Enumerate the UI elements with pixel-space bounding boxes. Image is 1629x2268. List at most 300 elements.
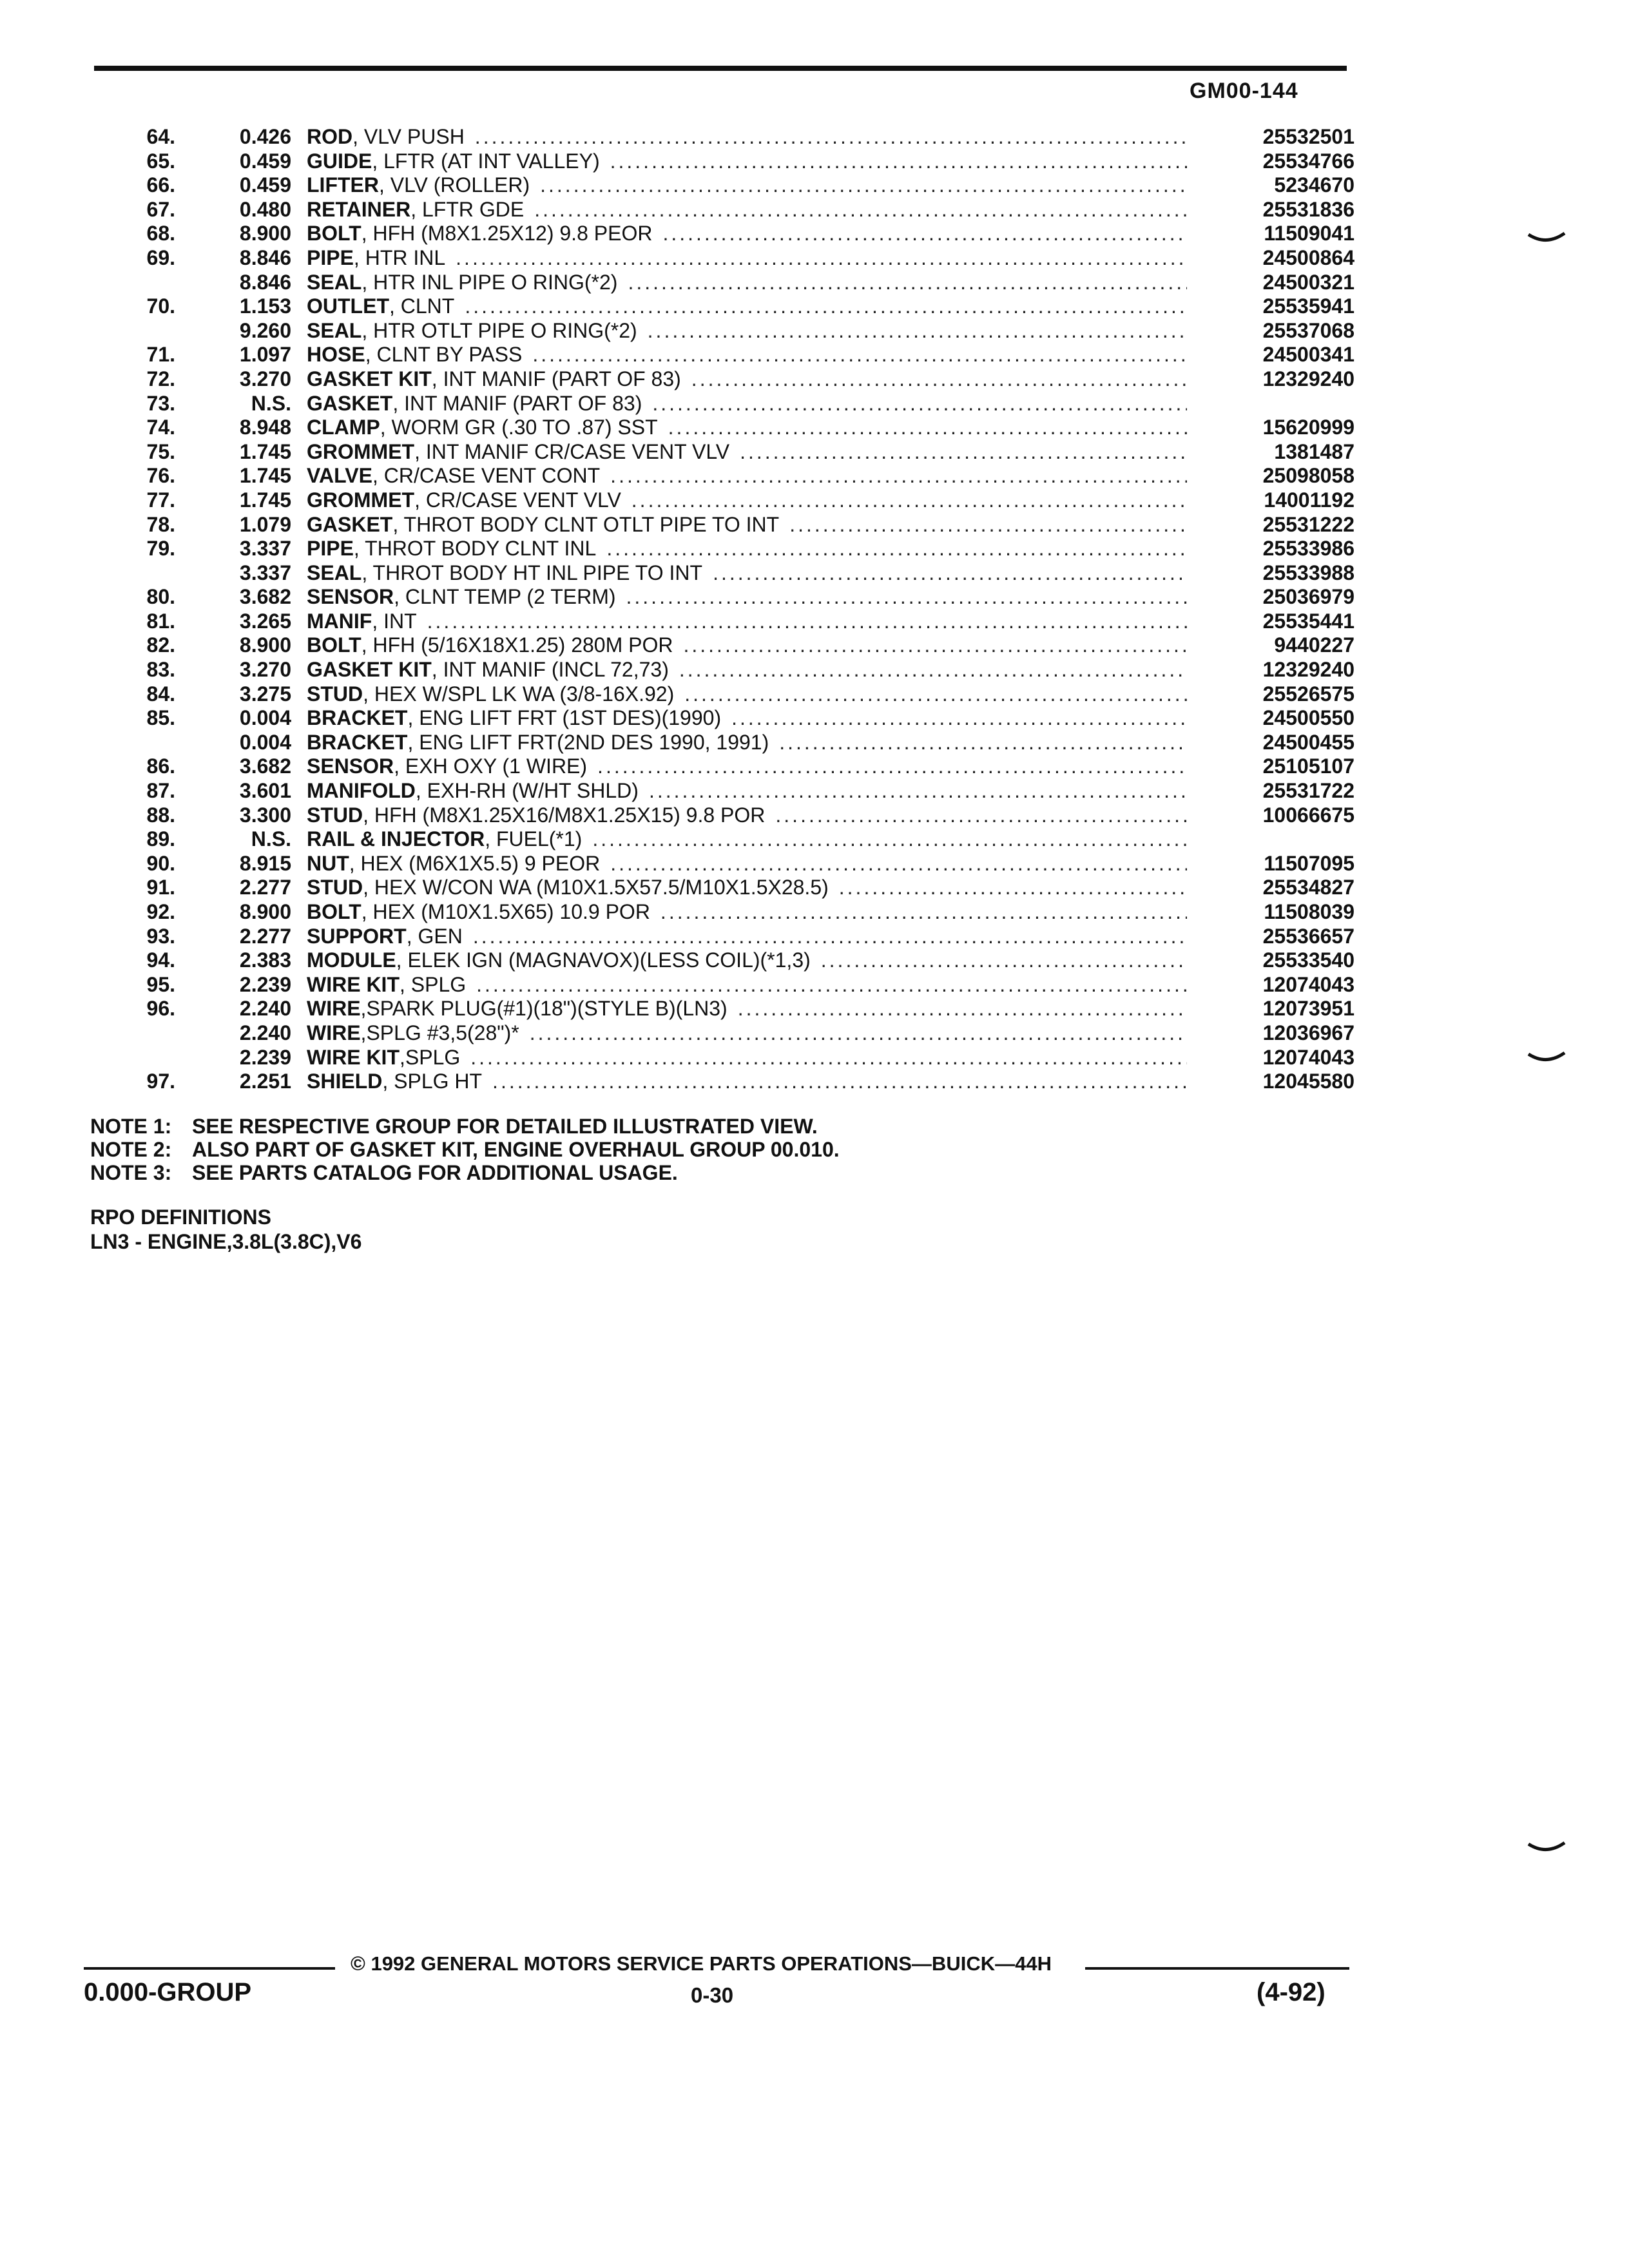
part-group-code: 0.004 [239,706,291,730]
dot-leader [475,125,1187,149]
part-ref-number: 84. [146,682,175,706]
part-name: HOSE [307,343,365,367]
dot-leader [473,925,1187,948]
part-ref-number: 76. [146,464,175,488]
dot-leader [465,294,1187,318]
part-row [90,1046,1354,1070]
part-group-code: 0.459 [239,149,291,173]
dot-leader [610,852,1187,876]
part-number: 25531836 [1262,197,1354,221]
part-ref-number: 64. [146,125,175,148]
part-qualifier: , CR/CASE VENT VLV [414,488,621,512]
part-name: GROMMET [307,439,415,463]
margin-tick-mark [1527,1052,1566,1067]
part-ref-number: 69. [146,245,175,269]
part-row [90,658,1354,682]
part-number: 25531222 [1262,512,1354,536]
part-description [307,1070,1187,1093]
part-number: 14001192 [1264,488,1354,512]
dot-leader [610,149,1187,173]
dot-leader [456,246,1187,270]
part-name: STUD [307,876,363,899]
dot-leader [427,610,1187,633]
part-description [307,1046,1187,1070]
part-qualifier: , HEX (M6X1X5.5) 9 PEOR [349,851,601,875]
part-ref-number: 82. [146,633,175,657]
part-qualifier: , INT MANIF (INCL 72,73) [431,658,669,682]
dot-leader [532,343,1187,367]
part-description [307,125,1187,149]
part-description [307,319,1187,343]
dot-leader [738,997,1187,1021]
notes-section [90,1115,840,1184]
part-group-code: 2.277 [239,876,291,899]
part-number: 25526575 [1262,682,1354,706]
part-row [90,222,1354,246]
part-qualifier: , SPLG [399,972,467,996]
part-group-code: 2.383 [239,948,291,972]
part-qualifier: , THROT BODY CLNT INL [353,537,597,561]
part-number: 24500455 [1262,730,1354,754]
part-name: SUPPORT [307,924,407,948]
part-qualifier: , CLNT BY PASS [365,343,523,367]
part-qualifier: , THROT BODY HT INL PIPE TO INT [361,561,703,584]
rpo-definition: LN3 - ENGINE,3.8L(3.8C),V6 [90,1230,362,1253]
part-row [90,246,1354,271]
part-qualifier: ,SPLG #3,5(28")* [360,1021,519,1044]
part-number: 24500341 [1262,343,1354,367]
dot-leader [779,731,1187,754]
dot-leader [540,173,1187,197]
part-row [90,682,1354,707]
part-name: RETAINER [307,197,411,221]
part-name: PIPE [307,245,354,269]
part-group-code: 3.337 [239,537,291,561]
note-text: SEE RESPECTIVE GROUP FOR DETAILED ILLUSTRATED VIEW. [192,1115,818,1138]
part-name: SENSOR [307,754,394,778]
part-number: 5234670 [1274,173,1354,197]
part-description [307,488,1187,512]
part-row [90,392,1354,416]
parts-list [90,125,1354,1094]
part-qualifier: , HFH (5/16X18X1.25) 280M POR [361,633,673,657]
part-qualifier: , INT [372,609,417,633]
part-ref-number: 91. [146,876,175,899]
part-row [90,271,1354,295]
part-name: WIRE KIT [307,1045,400,1069]
part-ref-number: 67. [146,197,175,221]
part-row [90,149,1354,174]
part-group-code: 8.948 [239,416,291,439]
dot-leader [628,271,1187,294]
part-name: SHIELD [307,1070,383,1093]
part-ref-number: 68. [146,222,175,245]
part-qualifier: , HTR INL PIPE O RING(*2) [361,270,618,294]
part-number: 25536657 [1262,924,1354,948]
part-number: 25535441 [1262,609,1354,633]
part-name: MANIF [307,609,372,633]
part-number: 12045580 [1262,1070,1354,1093]
footer-page-number: 0-30 [691,1983,734,2007]
dot-leader [684,682,1187,706]
part-group-code: 1.153 [239,294,291,318]
part-name: BOLT [307,222,361,245]
part-ref-number: 79. [146,537,175,561]
part-qualifier: , LFTR (AT INT VALLEY) [372,149,600,173]
footer-group: 0.000-GROUP [84,1978,252,2006]
part-description [307,706,1187,730]
dot-leader [821,948,1187,972]
dot-leader [731,706,1187,730]
part-description [307,392,1187,416]
part-number: 25534827 [1262,876,1354,899]
part-qualifier: , ELEK IGN (MAGNAVOX)(LESS COIL)(*1,3) [396,948,811,972]
part-row [90,125,1354,149]
part-group-code: 8.846 [239,270,291,294]
part-number: 9440227 [1274,633,1354,657]
part-row [90,827,1354,852]
part-ref-number: 93. [146,924,175,948]
part-number: 25531722 [1262,779,1354,803]
part-qualifier: , HFH (M8X1.25X16/M8X1.25X15) 9.8 POR [363,803,766,827]
dot-leader [592,827,1187,851]
part-qualifier: , EXH OXY (1 WIRE) [394,754,588,778]
note-row [90,1115,840,1138]
part-description [307,925,1187,948]
part-group-code: 3.682 [239,754,291,778]
part-qualifier: , INT MANIF CR/CASE VENT VLV [414,439,730,463]
margin-tick-mark [1527,1841,1566,1857]
part-qualifier: ,SPARK PLUG(#1)(18")(STYLE B)(LN3) [360,997,728,1021]
part-number: 11507095 [1264,851,1354,875]
part-group-code: 8.846 [239,245,291,269]
part-description [307,367,1187,391]
part-description [307,827,1187,851]
dot-leader [775,803,1187,827]
part-name: LIFTER [307,173,379,197]
dot-leader [610,464,1187,488]
part-ref-number: 90. [146,851,175,875]
dot-leader [648,319,1187,343]
part-row [90,876,1354,900]
part-group-code: 1.745 [239,439,291,463]
dot-leader [626,585,1188,609]
part-row [90,754,1354,779]
part-name: RAIL & INJECTOR [307,827,485,851]
margin-tick-mark [1527,232,1566,247]
part-group-code: 2.240 [239,997,291,1021]
part-row [90,537,1354,561]
part-row [90,173,1354,198]
part-number: 24500550 [1262,706,1354,730]
part-name: CLAMP [307,416,380,439]
part-qualifier: , LFTR GDE [410,197,525,221]
part-group-code: 3.270 [239,658,291,682]
part-description [307,1021,1187,1045]
part-number: 25533986 [1262,537,1354,561]
part-number: 12329240 [1262,658,1354,682]
part-name: NUT [307,851,349,875]
part-qualifier: , HFH (M8X1.25X12) 9.8 PEOR [361,222,653,245]
part-row [90,440,1354,465]
part-description [307,173,1187,197]
dot-leader [597,754,1187,778]
part-ref-number: 88. [146,803,175,827]
dot-leader [606,537,1187,561]
note-label: NOTE 3: [90,1161,172,1184]
part-description [307,149,1187,173]
dot-leader [649,779,1187,803]
rpo-definitions [90,1205,361,1254]
part-qualifier: , VLV (ROLLER) [378,173,530,197]
part-group-code: 1.097 [239,343,291,367]
part-row [90,610,1354,634]
note-label: NOTE 1: [90,1115,172,1138]
part-group-code: 3.601 [239,779,291,803]
part-description [307,731,1187,754]
part-name: BRACKET [307,730,408,754]
part-name: VALVE [307,464,372,488]
dot-leader [492,1070,1187,1093]
part-description [307,416,1187,439]
part-name: GUIDE [307,149,372,173]
part-row [90,464,1354,488]
part-ref-number: 71. [146,343,175,367]
part-description [307,198,1187,222]
part-number: 12074043 [1262,972,1354,996]
part-description [307,561,1187,585]
part-row [90,925,1354,949]
dot-leader [679,658,1187,682]
part-ref-number: 83. [146,658,175,682]
part-name: PIPE [307,537,354,561]
part-qualifier: , CLNT TEMP (2 TERM) [394,585,616,609]
dot-leader [662,222,1187,245]
part-description [307,585,1187,609]
part-number: 12074043 [1262,1045,1354,1069]
part-qualifier: , HEX (M10X1.5X65) 10.9 POR [361,900,650,923]
dot-leader [740,440,1187,464]
part-ref-number: 73. [146,391,175,415]
part-description [307,852,1187,876]
part-qualifier: , HTR INL [353,245,446,269]
part-row [90,416,1354,440]
top-rule [94,66,1347,71]
part-group-code: 0.480 [239,197,291,221]
dot-leader [691,367,1187,391]
part-group-code: 8.900 [239,222,291,245]
part-description [307,246,1187,270]
footer-rule [84,1967,335,1970]
part-qualifier: , SPLG HT [382,1070,483,1093]
part-group-code: 8.915 [239,851,291,875]
part-qualifier: , THROT BODY CLNT OTLT PIPE TO INT [392,512,780,536]
part-name: SEAL [307,270,362,294]
part-qualifier: , CLNT [389,294,455,318]
part-qualifier: , WORM GR (.30 TO .87) SST [380,416,658,439]
part-group-code: N.S. [251,827,291,851]
part-description [307,754,1187,778]
part-row [90,294,1354,319]
part-group-code: 1.745 [239,488,291,512]
part-row [90,948,1354,973]
part-group-code: 8.900 [239,900,291,923]
part-description [307,997,1187,1021]
part-description [307,779,1187,803]
part-ref-number: 87. [146,779,175,803]
dot-leader [476,973,1187,997]
part-qualifier: , HEX W/CON WA (M10X1.5X57.5/M10X1.5X28.5) [363,876,829,899]
part-qualifier: , EXH-RH (W/HT SHLD) [415,779,639,803]
dot-leader [631,488,1187,512]
part-ref-number: 65. [146,149,175,173]
part-number: 25036979 [1262,585,1354,609]
part-row [90,731,1354,755]
part-description [307,513,1187,537]
part-qualifier: , FUEL(*1) [485,827,583,851]
dot-leader [470,1046,1187,1070]
part-number: 25537068 [1262,318,1354,342]
part-row [90,997,1354,1021]
part-ref-number: 89. [146,827,175,851]
part-number: 25533988 [1262,561,1354,584]
part-name: SEAL [307,318,362,342]
part-number: 25532501 [1262,125,1354,148]
part-description [307,440,1187,464]
part-group-code: 0.004 [239,730,291,754]
part-row [90,319,1354,343]
part-qualifier: , GEN [406,924,463,948]
part-ref-number: 75. [146,439,175,463]
footer-copyright: © 1992 GENERAL MOTORS SERVICE PARTS OPERATIONS—BUICK—44H [351,1952,1052,1975]
part-name: SEAL [307,561,362,584]
part-name: STUD [307,682,363,706]
part-row [90,585,1354,610]
part-number: 11509041 [1264,222,1354,245]
dot-leader [652,392,1187,416]
note-row [90,1161,840,1184]
part-row [90,513,1354,537]
part-ref-number: 97. [146,1070,175,1093]
part-ref-number: 95. [146,972,175,996]
part-group-code: 3.337 [239,561,291,584]
part-description [307,973,1187,997]
part-number: 25535941 [1262,294,1354,318]
part-name: STUD [307,803,363,827]
part-name: WIRE KIT [307,972,400,996]
footer-rule [1085,1967,1349,1970]
part-qualifier: , HEX W/SPL LK WA (3/8-16X.92) [363,682,675,706]
part-number: 25534766 [1262,149,1354,173]
part-name: ROD [307,125,353,148]
part-group-code: 3.265 [239,609,291,633]
part-description [307,464,1187,488]
part-group-code: N.S. [251,391,291,415]
part-description [307,682,1187,706]
dot-leader [713,561,1187,585]
part-number: 25105107 [1262,754,1354,778]
part-ref-number: 96. [146,997,175,1021]
part-ref-number: 94. [146,948,175,972]
part-group-code: 2.239 [239,972,291,996]
dot-leader [683,633,1187,657]
part-name: WIRE [307,997,361,1021]
part-number: 25533540 [1262,948,1354,972]
part-name: OUTLET [307,294,389,318]
part-ref-number: 85. [146,706,175,730]
part-group-code: 2.251 [239,1070,291,1093]
part-ref-number: 80. [146,585,175,609]
part-description [307,876,1187,899]
part-qualifier: , HTR OTLT PIPE O RING(*2) [361,318,637,342]
part-number: 12073951 [1262,997,1354,1021]
part-name: GASKET KIT [307,658,432,682]
part-description [307,343,1187,367]
part-row [90,900,1354,925]
part-description [307,948,1187,972]
part-row [90,803,1354,828]
part-name: BOLT [307,900,361,923]
part-row [90,779,1354,803]
rpo-heading: RPO DEFINITIONS [90,1206,271,1229]
part-description [307,222,1187,245]
part-group-code: 3.682 [239,585,291,609]
part-group-code: 8.900 [239,633,291,657]
dot-leader [668,416,1187,439]
part-name: BRACKET [307,706,408,730]
part-name: SENSOR [307,585,394,609]
note-text: ALSO PART OF GASKET KIT, ENGINE OVERHAUL GROUP 00.010. [192,1138,840,1161]
part-row [90,488,1354,513]
part-description [307,633,1187,657]
part-name: WIRE [307,1021,361,1044]
dot-leader [530,1021,1187,1045]
part-row [90,198,1354,222]
note-row [90,1138,840,1161]
part-qualifier: ,SPLG [399,1045,461,1069]
part-description [307,803,1187,827]
part-qualifier: , CR/CASE VENT CONT [372,464,601,488]
part-row [90,852,1354,876]
part-row [90,561,1354,586]
part-row [90,367,1354,392]
part-name: GASKET [307,391,393,415]
part-ref-number: 66. [146,173,175,197]
part-qualifier: , VLV PUSH [352,125,465,148]
part-group-code: 2.239 [239,1045,291,1069]
part-ref-number: 81. [146,609,175,633]
part-group-code: 2.277 [239,924,291,948]
dot-leader [839,876,1187,899]
part-qualifier: , INT MANIF (PART OF 83) [392,391,642,415]
part-group-code: 1.745 [239,464,291,488]
part-group-code: 3.270 [239,367,291,390]
part-number: 12329240 [1262,367,1354,390]
part-group-code: 0.459 [239,173,291,197]
part-description [307,294,1187,318]
part-ref-number: 86. [146,754,175,778]
part-ref-number: 74. [146,416,175,439]
part-group-code: 1.079 [239,512,291,536]
part-ref-number: 92. [146,900,175,923]
part-row [90,343,1354,367]
part-description [307,900,1187,924]
part-number: 15620999 [1262,416,1354,439]
part-number: 25098058 [1262,464,1354,488]
part-group-code: 3.275 [239,682,291,706]
part-row [90,633,1354,658]
note-text: SEE PARTS CATALOG FOR ADDITIONAL USAGE. [192,1161,678,1184]
